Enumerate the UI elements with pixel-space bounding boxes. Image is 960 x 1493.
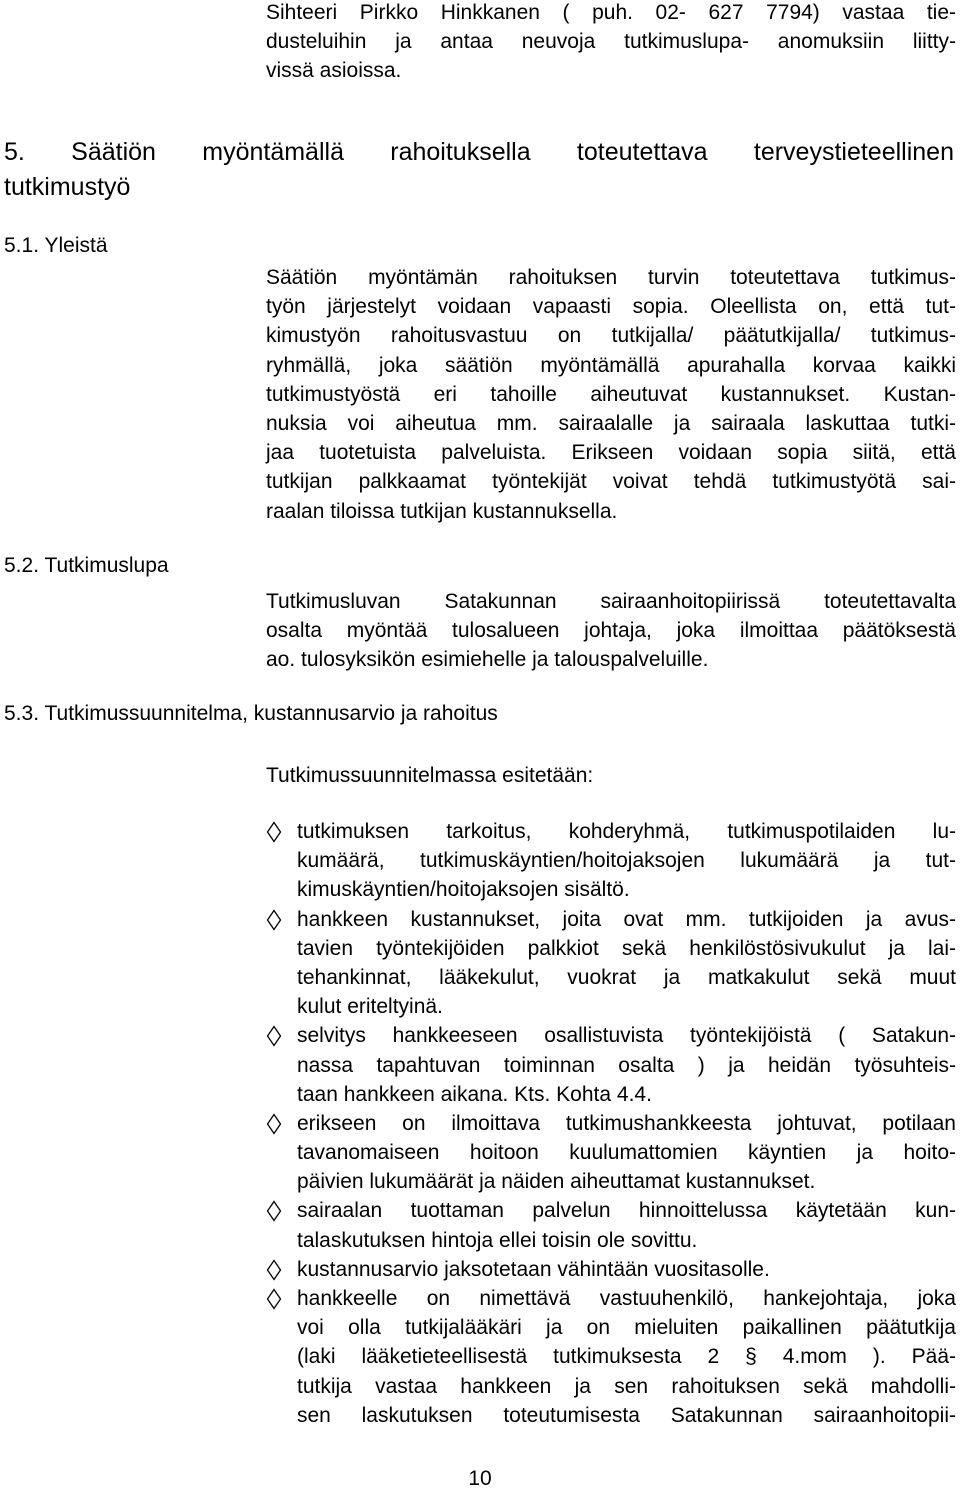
text-line: raalan tiloissa tutkijan kustannuksella. xyxy=(266,499,618,523)
text-line: nassa tapahtuvan toiminnan osalta ) ja heidän työsuhteis- xyxy=(297,1053,956,1077)
list-item xyxy=(266,817,956,905)
text-line: tutkija vastaa hankkeen ja sen rahoituksen sekä mahdolli- xyxy=(297,1374,956,1398)
intro-paragraph xyxy=(266,0,956,86)
heading-line: tutkimustyö xyxy=(4,173,131,201)
section-5-3-heading: 5.3. Tutkimussuunnitelma, kustannusarvio ja rahoitus xyxy=(4,702,498,725)
list-item xyxy=(266,905,956,1022)
section-5-1-heading: 5.1. Yleistä xyxy=(4,234,108,257)
section-5-2-paragraph xyxy=(266,587,956,675)
diamond-outline-icon xyxy=(266,1025,282,1047)
text-line: kimustyön rahoitusvastuu on tutkijalla/ päätutkijalla/ tutkimus- xyxy=(266,324,956,348)
text-line: tutkimustyöstä eri tahoille aiheutuvat kustannukset. Kustan- xyxy=(266,382,956,406)
text-line: ryhmällä, joka säätiön myöntämällä apurahalla korvaa kaikki xyxy=(266,353,956,377)
text-line: päivien lukumäärät ja näiden aiheuttamat kustannukset. xyxy=(297,1170,816,1194)
text-line: selvitys hankkeeseen osallistuvista työntekijöistä ( Satakun- xyxy=(297,1024,956,1048)
text-line: hankkeelle on nimettävä vastuuhenkilö, hankejohtaja, joka xyxy=(297,1287,956,1310)
text-line: (laki lääketieteellisestä tutkimuksesta 2 § 4.mom ). Pää- xyxy=(297,1345,956,1369)
text-line: taan hankkeen aikana. Kts. Kohta 4.4. xyxy=(297,1082,652,1106)
text-line: jaa tuotetuista palveluista. Erikseen voidaan sopia siitä, että xyxy=(266,441,956,465)
text-line: kumäärä, tutkimuskäyntien/hoitojaksojen lukumäärä ja tut- xyxy=(297,849,956,873)
text-line: hankkeen kustannukset, joita ovat mm. tutkijoiden ja avus- xyxy=(297,907,956,931)
text-line: ao. tulosyksikön esimiehelle ja talouspalveluille. xyxy=(266,648,709,672)
text-line: osalta myöntää tulosalueen johtaja, joka ilmoittaa päätöksestä xyxy=(266,619,956,643)
text-line: vissä asioissa. xyxy=(266,59,402,83)
diamond-outline-icon xyxy=(266,1113,282,1135)
text-line: tavien työntekijöiden palkkiot sekä henkilöstösivukulut ja lai- xyxy=(297,936,956,960)
text-line: tehankinnat, lääkekulut, vuokrat ja matkakulut sekä muut xyxy=(297,965,956,989)
text-line: työn järjestelyt voidaan vapaasti sopia. Oleellista on, että tut- xyxy=(266,295,956,319)
section-5-1-paragraph xyxy=(266,263,956,526)
heading-line: 5. Säätiön myöntämällä rahoituksella toteutettava terveystieteellinen xyxy=(4,138,954,166)
text-line: kulut eriteltyinä. xyxy=(297,995,443,1019)
text-line: kustannusarvio jaksotetaan vähintään vuositasolle. xyxy=(297,1257,770,1281)
text-line: talaskutuksen hintoja ellei toisin ole sovittu. xyxy=(297,1228,698,1252)
text-line: voi olla tutkijalääkäri ja on mieluiten paikallinen päätutkija xyxy=(297,1316,956,1340)
list-item xyxy=(266,1196,956,1254)
diamond-outline-icon xyxy=(266,1259,282,1281)
bullet-list xyxy=(266,817,956,1430)
diamond-outline-icon xyxy=(266,1200,282,1222)
text-line: erikseen on ilmoittava tutkimushankkeesta johtuvat, potilaan xyxy=(297,1111,956,1135)
section-5-heading xyxy=(4,135,954,205)
diamond-outline-icon xyxy=(266,909,282,931)
text-line: Tutkimusluvan Satakunnan sairaanhoitopiirissä toteutettavalta xyxy=(266,590,956,613)
section-5-3-lead: Tutkimussuunnitelmassa esitetään: xyxy=(266,764,594,787)
text-line: Sihteeri Pirkko Hinkkanen ( puh. 02- 627 7794) vastaa tie- xyxy=(266,1,956,24)
list-item xyxy=(266,1284,956,1430)
diamond-outline-icon xyxy=(266,1288,282,1310)
diamond-outline-icon xyxy=(266,821,282,843)
list-item xyxy=(266,1109,956,1197)
text-line: nuksia voi aiheutua mm. sairaalalle ja sairaala laskuttaa tutki- xyxy=(266,411,956,435)
section-5-2-heading: 5.2. Tutkimuslupa xyxy=(4,554,169,577)
text-line: tavanomaiseen hoitoon kuulumattomien käyntien ja hoito- xyxy=(297,1141,956,1165)
list-item xyxy=(266,1255,956,1284)
list-item xyxy=(266,1021,956,1109)
page-number: 10 xyxy=(468,1467,492,1490)
text-line: Säätiön myöntämän rahoituksen turvin toteutettava tutkimus- xyxy=(266,266,956,289)
text-line: sairaalan tuottaman palvelun hinnoittelussa käytetään kun- xyxy=(297,1199,956,1223)
text-line: kimuskäyntien/hoitojaksojen sisältö. xyxy=(297,878,630,902)
text-line: sen laskutuksen toteutumisesta Satakunnan sairaanhoitopii- xyxy=(297,1403,956,1427)
text-line: tutkimuksen tarkoitus, kohderyhmä, tutkimuspotilaiden lu- xyxy=(297,820,956,843)
text-line: tutkijan palkkaamat työntekijät voivat tehdä tutkimustyötä sai- xyxy=(266,470,956,494)
text-line: dusteluihin ja antaa neuvoja tutkimuslupa- anomuksiin liitty- xyxy=(266,30,956,54)
